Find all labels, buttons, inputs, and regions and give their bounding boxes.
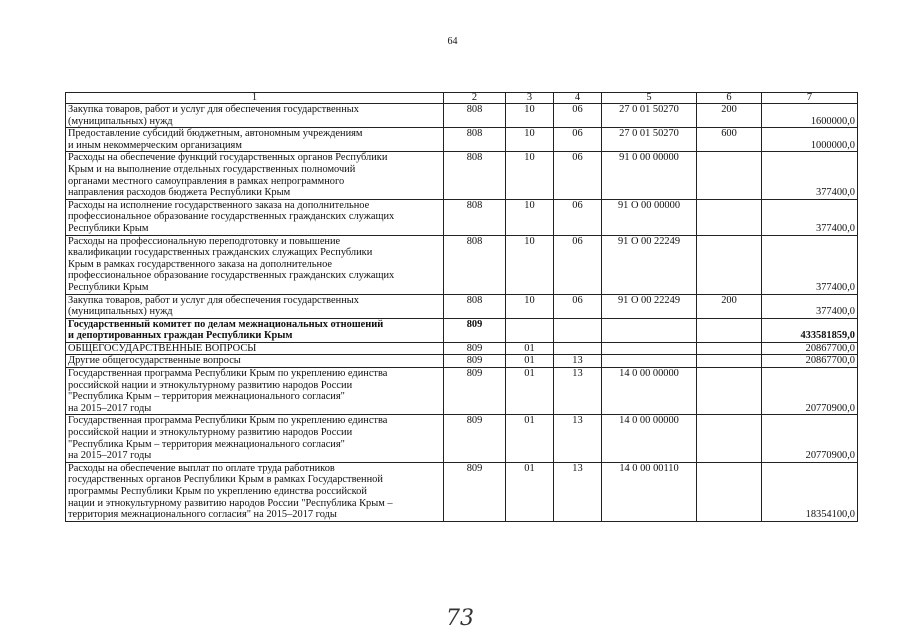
subsection-code-cell: [554, 318, 602, 342]
target-article-cell: 27 0 01 50270: [602, 128, 697, 152]
section-code-cell: 10: [506, 104, 554, 128]
expense-type-cell: [697, 318, 762, 342]
subsection-code-cell: [554, 342, 602, 355]
expense-type-cell: 200: [697, 104, 762, 128]
row-name-text: Расходы на профессиональную переподготовку и повышение квалификации государственных гражданских служащих Республики Крым в рамках государственного заказа на дополнительное профессиональное образование государственных гражданских служащих Республики Крым: [68, 235, 395, 293]
section-code-cell: 01: [506, 368, 554, 415]
table-row: [66, 415, 858, 462]
amount-cell: 1000000,0: [762, 128, 858, 152]
table-row: [66, 462, 858, 521]
expense-type-cell: [697, 355, 762, 368]
row-name-text: Закупка товаров, работ и услуг для обеспечения государственных (муниципальных) нужд: [68, 104, 359, 127]
row-name-text: Расходы на обеспечение функций государственных органов Республики Крым и на выполнение отдельных государственных полномочий органами местного самоуправления в рамках непрограммного направления расходов бюджета Республики Крым: [68, 152, 388, 199]
amount-cell: 377400,0: [762, 199, 858, 235]
expense-type-cell: 600: [697, 128, 762, 152]
header-row: [66, 93, 858, 104]
section-code-cell: 01: [506, 355, 554, 368]
target-article-cell: 14 0 00 00000: [602, 415, 697, 462]
ministry-code-cell: 809: [444, 462, 506, 521]
table-row: [66, 342, 858, 355]
ministry-code-cell: 809: [444, 318, 506, 342]
amount-cell: 377400,0: [762, 235, 858, 294]
section-code-cell: 01: [506, 415, 554, 462]
expense-type-cell: [697, 368, 762, 415]
table-row: [66, 128, 858, 152]
subsection-code-cell: 13: [554, 415, 602, 462]
row-name-text: Государственная программа Республики Крым по укреплению единства российской нации и этнокультурному развитию народов России "Республика Крым – территория межнационального согласия" на 2015–2017 годы: [68, 368, 388, 414]
subsection-code-cell: 06: [554, 235, 602, 294]
amount-cell: 433581859,0: [762, 318, 858, 342]
amount-cell: 20867700,0: [762, 355, 858, 368]
ministry-code-cell: 809: [444, 355, 506, 368]
subsection-code-cell: 13: [554, 462, 602, 521]
amount-cell: 20770900,0: [762, 368, 858, 415]
section-code-cell: 10: [506, 128, 554, 152]
table-row: [66, 235, 858, 294]
row-name-cell: [66, 199, 444, 235]
target-article-cell: 91 0 00 00000: [602, 152, 697, 199]
ministry-code-cell: 808: [444, 199, 506, 235]
row-name-cell: [66, 152, 444, 199]
expense-type-cell: [697, 235, 762, 294]
section-code-cell: 01: [506, 462, 554, 521]
row-name-cell: [66, 368, 444, 415]
target-article-cell: 27 0 01 50270: [602, 104, 697, 128]
subsection-code-cell: 06: [554, 152, 602, 199]
expense-type-cell: [697, 199, 762, 235]
target-article-cell: 91 О 00 22249: [602, 294, 697, 318]
row-name-cell: [66, 355, 444, 368]
ministry-code-cell: 809: [444, 368, 506, 415]
row-name-text: Государственная программа Республики Крым по укреплению единства российской нации и этнокультурному развитию народов России "Республика Крым – территория межнационального согласия" на 2015–2017 годы: [68, 415, 388, 462]
subsection-code-cell: 13: [554, 355, 602, 368]
column-header: 5: [602, 93, 697, 104]
row-name-cell: [66, 342, 444, 355]
row-name-text: Расходы на исполнение государственного заказа на дополнительное профессиональное образование государственных гражданских служащих Республики Крым: [68, 199, 395, 234]
target-article-cell: [602, 318, 697, 342]
subsection-code-cell: 06: [554, 199, 602, 235]
table-row: [66, 104, 858, 128]
amount-cell: 20770900,0: [762, 415, 858, 462]
row-name-cell: [66, 235, 444, 294]
row-name-text: Государственный комитет по делам межнациональных отношений и депортированных граждан Республики Крым: [68, 318, 384, 342]
budget-table: [65, 92, 858, 522]
target-article-cell: 14 0 00 00110: [602, 462, 697, 521]
section-code-cell: [506, 318, 554, 342]
subsection-code-cell: 06: [554, 294, 602, 318]
expense-type-cell: [697, 152, 762, 199]
target-article-cell: [602, 355, 697, 368]
expense-type-cell: [697, 342, 762, 355]
ministry-code-cell: 809: [444, 342, 506, 355]
table-row: [66, 355, 858, 368]
page-number: 64: [447, 36, 458, 47]
section-code-cell: 10: [506, 199, 554, 235]
column-header: 4: [554, 93, 602, 104]
column-header: 6: [697, 93, 762, 104]
target-article-cell: 91 О 00 00000: [602, 199, 697, 235]
amount-cell: 20867700,0: [762, 342, 858, 355]
amount-cell: 1600000,0: [762, 104, 858, 128]
ministry-code-cell: 808: [444, 294, 506, 318]
section-code-cell: 01: [506, 342, 554, 355]
row-name-text: Предоставление субсидий бюджетным, автономным учреждениям и иным некоммерческим организациям: [68, 128, 363, 151]
table-body: [66, 104, 858, 522]
subsection-code-cell: 06: [554, 104, 602, 128]
target-article-cell: [602, 342, 697, 355]
table-row: [66, 152, 858, 199]
table-row: [66, 199, 858, 235]
target-article-cell: 91 О 00 22249: [602, 235, 697, 294]
table-row: [66, 294, 858, 318]
ministry-code-cell: 808: [444, 152, 506, 199]
expense-type-cell: 200: [697, 294, 762, 318]
row-name-cell: [66, 128, 444, 152]
expense-type-cell: [697, 462, 762, 521]
ministry-code-cell: 808: [444, 128, 506, 152]
ministry-code-cell: 808: [444, 235, 506, 294]
table-row: [66, 318, 858, 342]
amount-cell: 18354100,0: [762, 462, 858, 521]
row-name-cell: [66, 104, 444, 128]
row-name-text: Закупка товаров, работ и услуг для обеспечения государственных (муниципальных) нужд: [68, 294, 359, 318]
row-name-text: Расходы на обеспечение выплат по оплате труда работников государственных органов Республики Крым в рамках Государственной программы Республики Крым по укреплению единства российской нации и этнокультурному развитию народов России "Республика Крым – территория межнационального согласия" на 2015–2017 годы: [68, 462, 393, 521]
section-code-cell: 10: [506, 235, 554, 294]
subsection-code-cell: 13: [554, 368, 602, 415]
amount-cell: 377400,0: [762, 152, 858, 199]
row-name-cell: [66, 462, 444, 521]
column-header: 2: [444, 93, 506, 104]
ministry-code-cell: 809: [444, 415, 506, 462]
row-name-cell: [66, 318, 444, 342]
section-code-cell: 10: [506, 152, 554, 199]
column-header: 3: [506, 93, 554, 104]
row-name-cell: [66, 294, 444, 318]
column-header: 7: [762, 93, 858, 104]
target-article-cell: 14 0 00 00000: [602, 368, 697, 415]
table-row: [66, 368, 858, 415]
row-name-text: Другие общегосударственные вопросы: [68, 355, 241, 367]
row-name-text: ОБЩЕГОСУДАРСТВЕННЫЕ ВОПРОСЫ: [68, 342, 257, 354]
column-header: 1: [66, 93, 444, 104]
ministry-code-cell: 808: [444, 104, 506, 128]
row-name-cell: [66, 415, 444, 462]
handwritten-page-mark: 73: [446, 606, 474, 631]
expense-type-cell: [697, 415, 762, 462]
subsection-code-cell: 06: [554, 128, 602, 152]
section-code-cell: 10: [506, 294, 554, 318]
amount-cell: 377400,0: [762, 294, 858, 318]
